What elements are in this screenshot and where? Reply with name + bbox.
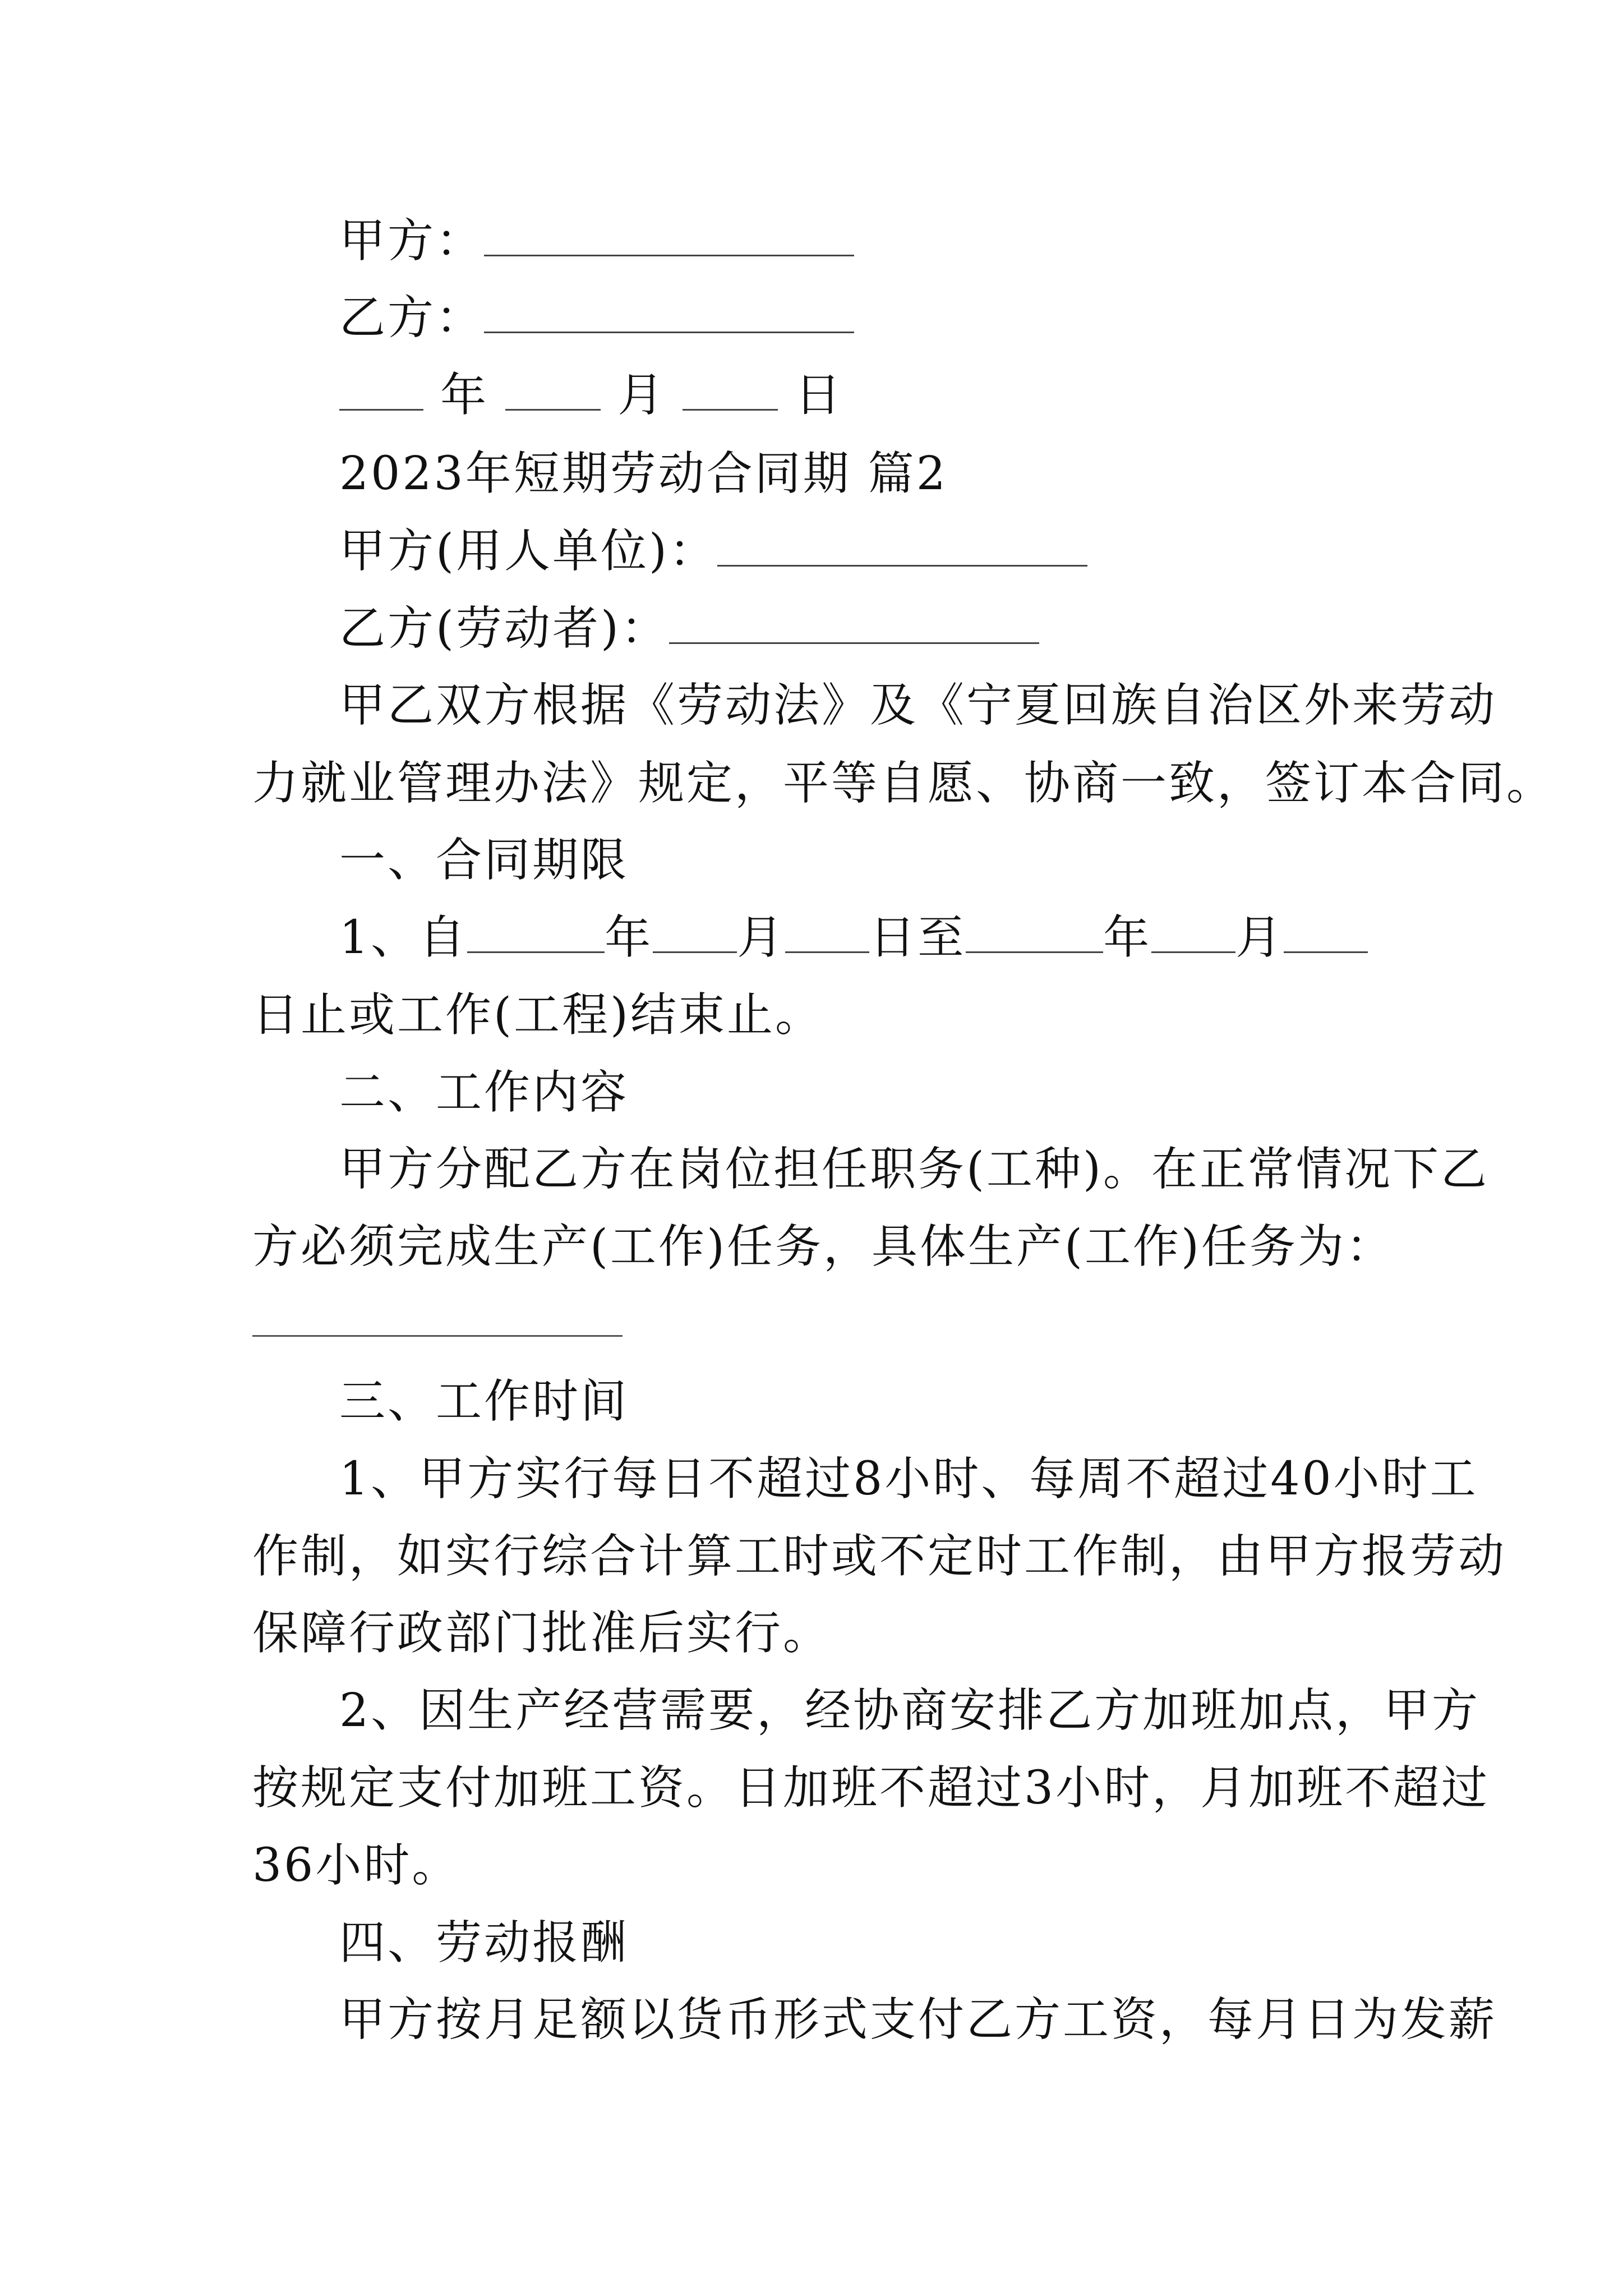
party-b-blank [484,292,854,333]
intro-line-1: 甲乙双方根据《劳动法》及《宁夏回族自治区外来劳动 [339,679,1497,732]
intro-line-2: 力就业管理办法》规定，平等自愿、协商一致，签订本合同。 [252,757,1555,810]
year-label: 年 [440,369,489,422]
pay-line-1: 甲方按月足额以货币形式支付乙方工资，每月日为发薪 [339,1993,1497,2046]
employee-line [339,601,1391,657]
party-a-blank [484,215,854,256]
article-2-heading: 2023年短期劳动合同期 篇2 [339,447,948,500]
section-3-title: 三、工作时间 [339,1375,629,1428]
end-month-blank [1151,912,1235,953]
date-line [339,367,1391,424]
section-4-title: 四、劳动报酬 [339,1916,629,1970]
start-day-blank [785,912,869,953]
employee-blank [669,603,1039,644]
end-month-label: 月 [1235,911,1284,964]
day-blank [683,370,778,411]
hours-p1-line-2: 作制，如实行综合计算工时或不定时工作制，由甲方报劳动 [252,1530,1507,1583]
work-task-blank [252,1335,623,1337]
work-content-line-1: 甲方分配乙方在岗位担任职务(工种)。在正常情况下乙 [339,1143,1489,1196]
hours-p1-line-3: 保障行政部门批准后实行。 [252,1607,832,1660]
section-1-title: 一、合同期限 [339,834,629,887]
employer-blank [717,526,1087,567]
party-b-line [339,290,1391,346]
term-prefix: 1、自 [339,911,468,964]
month-blank [505,370,601,411]
end-year-label: 年 [1103,911,1152,964]
start-year-label: 年 [605,911,653,964]
hours-p1-line-1: 1、甲方实行每日不超过8小时、每周不超过40小时工 [339,1452,1478,1506]
year-blank [339,370,423,411]
employer-line [339,523,1391,579]
start-day-label: 日至 [869,911,966,964]
hours-p2-line-3: 36小时。 [252,1839,460,1892]
hours-p2-line-1: 2、因生产经营需要，经协商安排乙方加班加点，甲方 [339,1684,1481,1737]
section-2-title: 二、工作内容 [339,1066,629,1119]
month-label: 月 [617,369,666,422]
term-line-2: 日止或工作(工程)结束止。 [252,988,823,1042]
end-day-blank [1284,912,1368,953]
start-year-blank [467,912,605,953]
start-month-label: 月 [737,911,786,964]
hours-p2-line-2: 按规定支付加班工资。日加班不超过3小时，月加班不超过 [252,1761,1490,1815]
start-month-blank [653,912,737,953]
employee-label: 乙方(劳动者)： [339,602,669,655]
day-label: 日 [795,369,843,422]
party-a-line [339,213,1391,269]
party-b-label: 乙方： [339,291,485,344]
end-year-blank [966,912,1103,953]
employer-label: 甲方(用人单位)： [339,524,717,578]
term-line-1 [339,910,1391,966]
work-content-line-2: 方必须完成生产(工作)任务，具体生产(工作)任务为： [252,1220,1394,1273]
party-a-label: 甲方： [339,214,485,268]
